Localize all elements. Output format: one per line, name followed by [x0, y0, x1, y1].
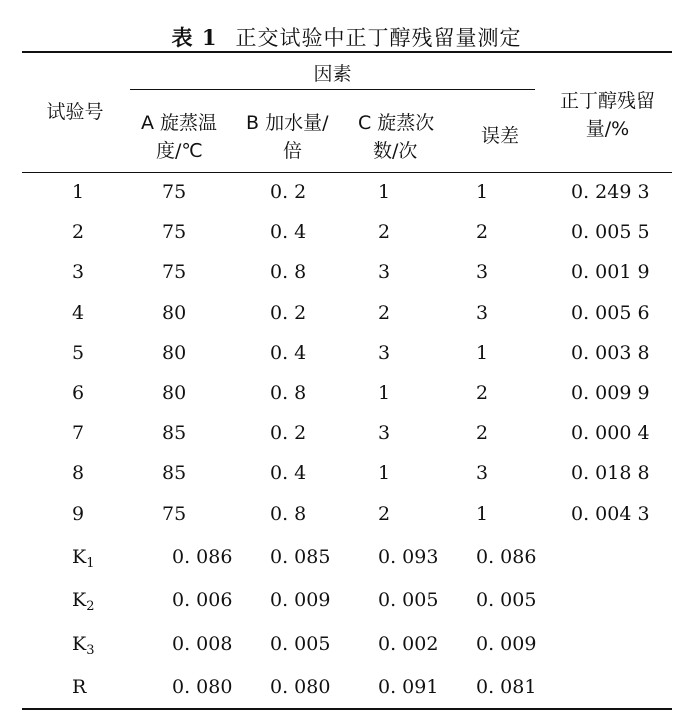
header-col-a-line2: 度/℃	[156, 140, 203, 162]
table-cell-e: 1	[476, 341, 489, 364]
table-cell-r: 0. 003 8	[571, 341, 650, 364]
summary-label	[72, 589, 94, 614]
table-cell-a: 85	[162, 422, 187, 445]
header-col-a	[136, 109, 236, 165]
header-trial: 试验号	[46, 101, 104, 123]
table-cell-a: 75	[162, 221, 187, 244]
table-cell-trial: 3	[72, 261, 85, 284]
table-cell-r: 0. 249 3	[571, 181, 650, 203]
summary-label	[72, 546, 94, 571]
table-cell-c: 3	[378, 422, 391, 445]
summary-cell-e: 0. 081	[476, 675, 537, 698]
table-cell-r: 0. 005 6	[571, 301, 650, 324]
table-cell-e: 2	[476, 382, 489, 404]
table-cell-r: 0. 004 3	[571, 502, 650, 525]
table-cell-c: 1	[378, 181, 391, 203]
summary-cell-b: 0. 085	[270, 546, 331, 568]
table-cell-trial: 8	[72, 462, 85, 485]
table-cell-b: 0. 2	[270, 422, 307, 445]
header-col-result	[550, 87, 665, 143]
table-cell-b: 0. 4	[270, 221, 307, 244]
table-cell-trial: 6	[72, 382, 85, 404]
summary-cell-a: 0. 086	[172, 546, 233, 568]
table-cell-b: 0. 4	[270, 341, 307, 364]
summary-cell-c: 0. 093	[378, 546, 439, 568]
summary-cell-c: 0. 005	[378, 589, 439, 612]
header-col-error: 误差	[480, 125, 519, 147]
table-cell-e: 1	[476, 181, 489, 203]
table-cell-b: 0. 8	[270, 261, 307, 284]
table-cell-r: 0. 001 9	[571, 261, 650, 284]
table-cell-trial: 7	[72, 422, 85, 445]
table-cell-c: 2	[378, 301, 391, 324]
summary-cell-b: 0. 080	[270, 675, 331, 698]
table-cell-r: 0. 009 9	[571, 382, 650, 404]
table-caption	[0, 22, 693, 52]
table-cell-a: 80	[162, 301, 187, 324]
table-cell-b: 0. 2	[270, 181, 307, 203]
summary-label	[72, 676, 86, 701]
summary-cell-b: 0. 009	[270, 589, 331, 612]
table-cell-e: 3	[476, 462, 489, 485]
table-title: 正交试验中正丁醇残留量测定	[235, 26, 522, 50]
top-rule	[22, 51, 672, 53]
table-cell-r: 0. 018 8	[571, 462, 650, 485]
bottom-rule	[22, 708, 672, 710]
table-cell-trial: 1	[72, 181, 85, 203]
table-cell-a: 75	[162, 502, 187, 525]
table-cell-e: 2	[476, 221, 489, 244]
table-cell-c: 1	[378, 462, 391, 485]
header-col-b	[243, 109, 343, 165]
table-cell-c: 1	[378, 382, 391, 404]
summary-label-main: K	[72, 589, 87, 612]
table-cell-a: 80	[162, 382, 187, 404]
summary-label-subscript: 2	[86, 599, 95, 615]
table-cell-a: 75	[162, 261, 187, 284]
header-rule	[22, 172, 672, 173]
table-cell-trial: 5	[72, 341, 85, 364]
header-col-b-line1: B 加水量/	[246, 112, 329, 134]
summary-label-subscript: 3	[86, 642, 95, 658]
table-cell-c: 2	[378, 221, 391, 244]
table-cell-trial: 2	[72, 221, 85, 244]
header-col-result-line2: 量/%	[585, 118, 630, 140]
summary-cell-c: 0. 091	[378, 675, 439, 698]
table-cell-c: 3	[378, 341, 391, 364]
summary-label-subscript: 1	[86, 556, 95, 571]
table-cell-b: 0. 2	[270, 301, 307, 324]
factor-rule	[130, 89, 535, 90]
table-cell-e: 2	[476, 422, 489, 445]
table-cell-r: 0. 005 5	[571, 221, 650, 244]
table-cell-trial: 4	[72, 301, 85, 324]
summary-cell-c: 0. 002	[378, 632, 439, 655]
header-col-result-line1: 正丁醇残留	[559, 90, 655, 112]
summary-cell-e: 0. 086	[476, 546, 537, 568]
summary-cell-e: 0. 009	[476, 632, 537, 655]
table-cell-b: 0. 8	[270, 382, 307, 404]
header-col-b-line2: 倍	[283, 140, 303, 162]
header-col-a-line1: A 旋蒸温	[141, 112, 218, 134]
table-cell-c: 2	[378, 502, 391, 525]
summary-cell-a: 0. 008	[172, 632, 233, 655]
summary-label-main: K	[72, 546, 87, 568]
table-cell-a: 80	[162, 341, 187, 364]
table-cell-a: 85	[162, 462, 187, 485]
table-cell-r: 0. 000 4	[571, 422, 650, 445]
header-col-c-line2: 数/次	[373, 140, 418, 162]
table-number: 表 1	[171, 25, 218, 50]
summary-label-main: K	[72, 632, 87, 655]
table-cell-b: 0. 8	[270, 502, 307, 525]
summary-label-main: R	[72, 675, 87, 698]
table-cell-b: 0. 4	[270, 462, 307, 485]
header-col-c-line1: C 旋蒸次	[358, 112, 435, 134]
table-cell-a: 75	[162, 181, 187, 203]
table-cell-e: 3	[476, 301, 489, 324]
header-col-c	[355, 109, 455, 165]
table-cell-c: 3	[378, 261, 391, 284]
header-factor-group: 因素	[313, 63, 352, 85]
summary-cell-a: 0. 006	[172, 589, 233, 612]
summary-label	[72, 633, 94, 658]
table-cell-e: 1	[476, 502, 489, 525]
table-cell-trial: 9	[72, 502, 85, 525]
summary-cell-a: 0. 080	[172, 675, 233, 698]
table-cell-e: 3	[476, 261, 489, 284]
summary-cell-b: 0. 005	[270, 632, 331, 655]
summary-cell-e: 0. 005	[476, 589, 537, 612]
